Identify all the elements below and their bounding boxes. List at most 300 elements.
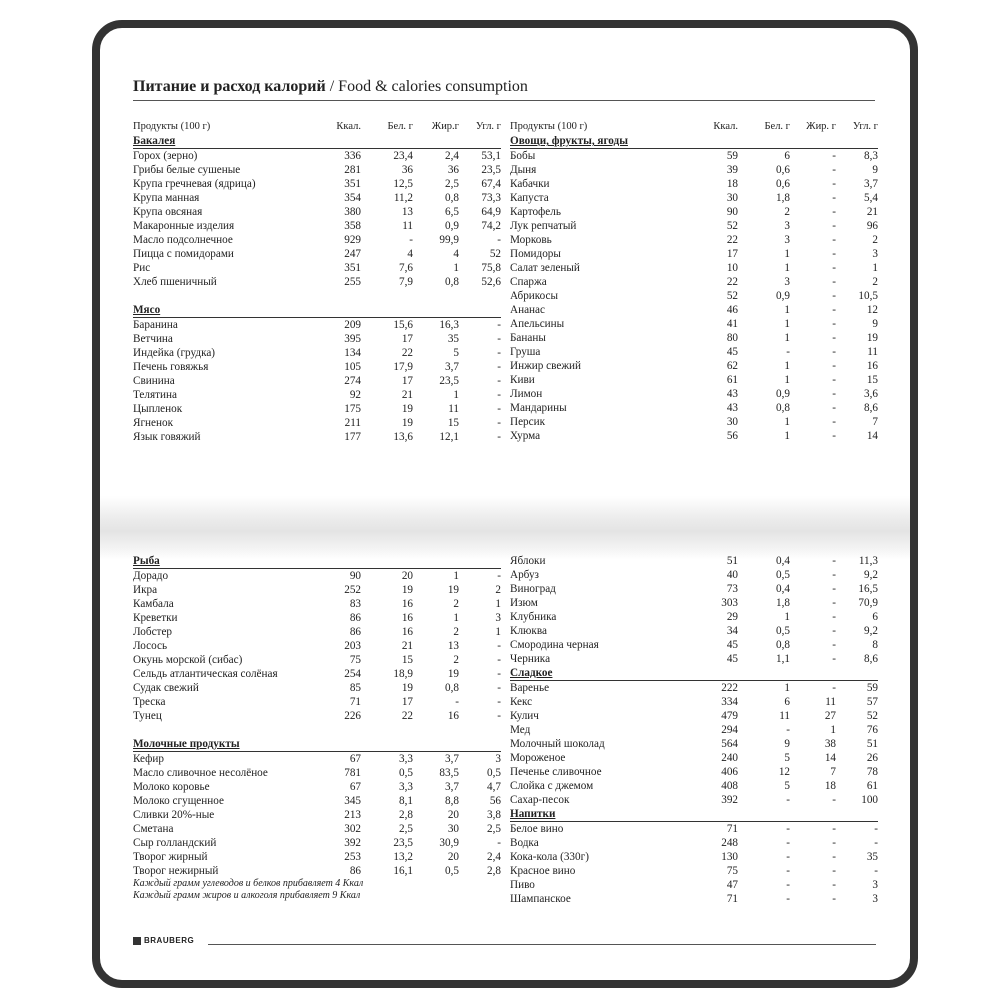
cell: 248 [721, 837, 738, 849]
cell: 34 [726, 625, 738, 637]
cell: Апельсины [510, 318, 565, 330]
cell: 12 [778, 766, 790, 778]
cell: - [497, 375, 501, 387]
cell: 1 [784, 360, 790, 372]
table-header [133, 120, 501, 134]
cell: 99,9 [439, 234, 459, 246]
cell: 0,5 [776, 569, 790, 581]
table-row [510, 261, 878, 275]
table-row [133, 163, 501, 177]
cell: Мороженое [510, 752, 566, 764]
cell: 90 [726, 206, 738, 218]
cell: 70,9 [858, 597, 878, 609]
cell: 1 [453, 612, 459, 624]
table-row [510, 793, 878, 807]
cell: 67,4 [481, 178, 501, 190]
cell: 51 [866, 738, 878, 750]
section-title: Мясо [133, 304, 161, 316]
cell: - [832, 569, 836, 581]
cell: 2 [872, 276, 878, 288]
cell: 16 [401, 612, 413, 624]
cell: 22 [726, 234, 738, 246]
cell: 22 [401, 710, 413, 722]
cell: 52 [726, 220, 738, 232]
cell: Кулич [510, 710, 539, 722]
note-line: Каждый грамм углеводов и белков прибавляет 4 Ккал [133, 878, 364, 889]
cell: - [832, 150, 836, 162]
cell: - [497, 234, 501, 246]
cell: 78 [866, 766, 878, 778]
cell: 19 [401, 403, 413, 415]
table-row [133, 850, 501, 864]
cell: 3 [784, 234, 790, 246]
cell: 252 [344, 584, 361, 596]
cell: 7,6 [399, 262, 413, 274]
cell: 0,8 [445, 682, 459, 694]
header-cell: Продукты (100 г) [133, 121, 211, 132]
table-row [133, 681, 501, 695]
cell: 86 [349, 612, 361, 624]
table-row [510, 836, 878, 850]
cell: 30 [726, 416, 738, 428]
cell: 303 [721, 597, 738, 609]
cell: Ветчина [133, 333, 173, 345]
cell: 8 [872, 639, 878, 651]
table-row [510, 219, 878, 233]
cell: 226 [344, 710, 361, 722]
cell: 1 [784, 318, 790, 330]
table-row [133, 752, 501, 766]
cell: 39 [726, 164, 738, 176]
cell: - [832, 639, 836, 651]
cell: 345 [344, 795, 361, 807]
table-row [510, 289, 878, 303]
table-row [133, 346, 501, 360]
cell: 30 [726, 192, 738, 204]
cell: 1 [453, 570, 459, 582]
note-line: Каждый грамм жиров и алкоголя прибавляет 9 Ккал [133, 890, 361, 901]
table-row [133, 639, 501, 653]
table-row [133, 233, 501, 247]
cell: 0,5 [776, 625, 790, 637]
cell: 13 [447, 640, 459, 652]
footer-rule [208, 944, 876, 945]
table-row [133, 402, 501, 416]
right-top-column [510, 120, 878, 443]
cell: 15,6 [393, 319, 413, 331]
cell: - [832, 597, 836, 609]
title-rule [133, 100, 875, 101]
cell: 8,6 [864, 402, 878, 414]
cell: Капуста [510, 192, 549, 204]
cell: 13,2 [393, 851, 413, 863]
cell: 334 [721, 696, 738, 708]
cell: Кефир [133, 753, 164, 765]
cell: Сахар-песок [510, 794, 570, 806]
cell: 781 [344, 767, 361, 779]
cell: - [832, 318, 836, 330]
table-row [133, 780, 501, 794]
cell: 71 [349, 696, 361, 708]
cell: Тунец [133, 710, 162, 722]
cell: 19 [447, 668, 459, 680]
cell: 302 [344, 823, 361, 835]
brand-mark-icon [133, 937, 141, 945]
cell: Дорадо [133, 570, 169, 582]
cell: Мед [510, 724, 531, 736]
table-row [510, 401, 878, 415]
table-row [133, 709, 501, 723]
cell: 20 [447, 809, 459, 821]
cell: 14 [824, 752, 836, 764]
cell: 392 [344, 837, 361, 849]
cell: 0,6 [776, 164, 790, 176]
cell: - [786, 724, 790, 736]
cell: - [497, 696, 501, 708]
table-row [510, 737, 878, 751]
cell: 3,8 [487, 809, 501, 821]
cell: 73 [726, 583, 738, 595]
cell: 18 [824, 780, 836, 792]
cell: 23,5 [481, 164, 501, 176]
cell: Индейка (грудка) [133, 347, 216, 359]
cell: 6 [784, 696, 790, 708]
cell: Окунь морской (сибас) [133, 654, 243, 666]
cell: 0,6 [776, 178, 790, 190]
table-row [133, 318, 501, 332]
cell: 45 [726, 346, 738, 358]
cell: 1 [453, 262, 459, 274]
cell: Спаржа [510, 276, 547, 288]
table-row [510, 205, 878, 219]
cell: 6,5 [445, 206, 459, 218]
cell: 3 [872, 893, 878, 905]
cell: - [874, 865, 878, 877]
cell: - [832, 879, 836, 891]
table-row [133, 177, 501, 191]
cell: - [832, 402, 836, 414]
cell: 0,8 [776, 402, 790, 414]
cell: 75 [726, 865, 738, 877]
cell: Молочный шоколад [510, 738, 605, 750]
table-row [510, 779, 878, 793]
table-row [133, 219, 501, 233]
cell: 1 [495, 626, 501, 638]
cell: - [832, 276, 836, 288]
cell: 56 [489, 795, 501, 807]
cell: - [832, 304, 836, 316]
cell: Пицца с помидорами [133, 248, 234, 260]
cell: 52 [866, 710, 878, 722]
cell: - [497, 682, 501, 694]
brand-logo [133, 936, 194, 945]
cell: Картофель [510, 206, 561, 218]
cell: 8,1 [399, 795, 413, 807]
cell: 3 [872, 248, 878, 260]
cell: 354 [344, 192, 361, 204]
cell: - [497, 668, 501, 680]
cell: 11 [448, 403, 459, 415]
cell: 3 [495, 612, 501, 624]
cell: - [497, 361, 501, 373]
cell: 59 [726, 150, 738, 162]
table-row [510, 177, 878, 191]
cell: 80 [726, 332, 738, 344]
cell: 17,9 [393, 361, 413, 373]
cell: 17 [401, 696, 413, 708]
cell: 8,8 [445, 795, 459, 807]
table-row [510, 610, 878, 624]
cell: Хлеб пшеничный [133, 276, 217, 288]
cell: 36 [401, 164, 413, 176]
cell: 281 [344, 164, 361, 176]
cell: 4,7 [487, 781, 501, 793]
cell: Язык говяжий [133, 431, 201, 443]
cell: Молоко сгущенное [133, 795, 224, 807]
cell: 16 [401, 626, 413, 638]
cell: 406 [721, 766, 738, 778]
cell: 16 [401, 598, 413, 610]
cell: - [497, 347, 501, 359]
cell: - [455, 696, 459, 708]
cell: Свинина [133, 375, 175, 387]
cell: - [832, 178, 836, 190]
cell: 76 [866, 724, 878, 736]
table-row [133, 625, 501, 639]
cell: - [832, 611, 836, 623]
cell: Смородина черная [510, 639, 599, 651]
table-row [133, 864, 501, 878]
cell: 253 [344, 851, 361, 863]
cell: Клюква [510, 625, 547, 637]
cell: 16 [447, 710, 459, 722]
cell: Рис [133, 262, 151, 274]
table-row [133, 374, 501, 388]
cell: 0,9 [776, 290, 790, 302]
table-row [510, 429, 878, 443]
cell: 1 [784, 374, 790, 386]
section-gap [133, 723, 501, 737]
cell: 26 [866, 752, 878, 764]
cell: 3,7 [864, 178, 878, 190]
cell: - [786, 346, 790, 358]
cell: 1 [784, 332, 790, 344]
cell: Икра [133, 584, 158, 596]
table-row [510, 822, 878, 836]
cell: - [832, 653, 836, 665]
table-row [133, 822, 501, 836]
cell: Молоко коровье [133, 781, 210, 793]
cell: 2,5 [487, 823, 501, 835]
cell: 52 [489, 248, 501, 260]
cell: 2,5 [445, 178, 459, 190]
cell: 1 [784, 248, 790, 260]
table-row [510, 331, 878, 345]
cell: - [832, 430, 836, 442]
cell: 213 [344, 809, 361, 821]
table-row [133, 430, 501, 444]
cell: 2,8 [399, 809, 413, 821]
cell: 1 [830, 724, 836, 736]
cell: 19 [866, 332, 878, 344]
cell: 52,6 [481, 276, 501, 288]
cell: 2,5 [399, 823, 413, 835]
cell: 62 [726, 360, 738, 372]
cell: 247 [344, 248, 361, 260]
cell: Сливки 20%-ные [133, 809, 215, 821]
cell: 45 [726, 639, 738, 651]
cell: Кекс [510, 696, 533, 708]
cell: 67 [349, 753, 361, 765]
table-row [133, 261, 501, 275]
cell: 336 [344, 150, 361, 162]
table-row [510, 582, 878, 596]
cell: 19 [447, 584, 459, 596]
cell: 11,3 [858, 555, 878, 567]
cell: - [832, 583, 836, 595]
cell: 47 [726, 879, 738, 891]
cell: 255 [344, 276, 361, 288]
cell: 9 [872, 318, 878, 330]
cell: 5 [453, 347, 459, 359]
header-cell: Бел. г [387, 121, 413, 132]
table-row [510, 247, 878, 261]
cell: 0,4 [776, 583, 790, 595]
cell: 75 [349, 654, 361, 666]
table-row [510, 878, 878, 892]
cell: 0,5 [399, 767, 413, 779]
table-row [510, 233, 878, 247]
cell: 1 [872, 262, 878, 274]
cell: 4 [453, 248, 459, 260]
section-title: Бакалея [133, 135, 176, 147]
cell: - [497, 570, 501, 582]
table-row [510, 652, 878, 666]
cell: 274 [344, 375, 361, 387]
cell: 40 [726, 569, 738, 581]
cell: 12,5 [393, 178, 413, 190]
cell: 929 [344, 234, 361, 246]
cell: Слойка с джемом [510, 780, 594, 792]
table-row [133, 583, 501, 597]
cell: 75,8 [481, 262, 501, 274]
table-row [133, 569, 501, 583]
table-row [133, 388, 501, 402]
cell: Кока-кола (330г) [510, 851, 589, 863]
cell: 222 [721, 682, 738, 694]
cell: Макаронные изделия [133, 220, 235, 232]
cell: 479 [721, 710, 738, 722]
cell: 85 [349, 682, 361, 694]
table-row [133, 332, 501, 346]
cell: 74,2 [481, 220, 501, 232]
cell: Инжир свежий [510, 360, 582, 372]
cell: Груша [510, 346, 541, 358]
cell: 5,4 [864, 192, 878, 204]
cell: 3,7 [445, 781, 459, 793]
cell: 1 [784, 262, 790, 274]
cell: 59 [866, 682, 878, 694]
cell: 0,5 [445, 865, 459, 877]
section-title: Овощи, фрукты, ягоды [510, 135, 628, 147]
cell: 9 [872, 164, 878, 176]
cell: Черника [510, 653, 551, 665]
cell: 11 [825, 696, 836, 708]
left-top-column [133, 120, 501, 444]
table-row [133, 611, 501, 625]
cell: Персик [510, 416, 546, 428]
cell: - [832, 837, 836, 849]
cell: 35 [866, 851, 878, 863]
cell: 294 [721, 724, 738, 736]
cell: - [832, 164, 836, 176]
section-gap [133, 289, 501, 303]
table-row [133, 808, 501, 822]
cell: 0,4 [776, 555, 790, 567]
cell: - [786, 893, 790, 905]
cell: 14 [866, 430, 878, 442]
cell: - [832, 374, 836, 386]
cell: 61 [866, 780, 878, 792]
cell: 10,5 [858, 290, 878, 302]
table-row [133, 695, 501, 709]
cell: 11 [867, 346, 878, 358]
cell: 22 [726, 276, 738, 288]
cell: 21 [866, 206, 878, 218]
cell: - [832, 234, 836, 246]
cell: 90 [349, 570, 361, 582]
cell: 0,8 [776, 639, 790, 651]
cell: - [874, 823, 878, 835]
cell: Лосось [133, 640, 168, 652]
cell: - [786, 865, 790, 877]
cell: 13 [401, 206, 413, 218]
cell: - [497, 319, 501, 331]
cell: 43 [726, 388, 738, 400]
cell: 20 [401, 570, 413, 582]
cell: Лимон [510, 388, 543, 400]
page-fold [100, 496, 910, 560]
cell: Масло сливочное несолёное [133, 767, 268, 779]
cell: 3 [784, 276, 790, 288]
cell: 15 [866, 374, 878, 386]
cell: 51 [726, 555, 738, 567]
table-row [510, 892, 878, 906]
cell: Киви [510, 374, 535, 386]
cell: 2 [453, 654, 459, 666]
table-row [510, 709, 878, 723]
cell: - [409, 234, 413, 246]
cell: 358 [344, 220, 361, 232]
cell: Виноград [510, 583, 556, 595]
cell: Цыпленок [133, 403, 183, 415]
cell: 351 [344, 178, 361, 190]
cell: 2,4 [445, 150, 459, 162]
title-en: / Food & calories consumption [329, 78, 528, 95]
cell: 130 [721, 851, 738, 863]
cell: 7 [830, 766, 836, 778]
table-row [510, 765, 878, 779]
cell: 2 [453, 598, 459, 610]
table-row [510, 373, 878, 387]
table-row [133, 836, 501, 850]
table-header [510, 120, 878, 134]
cell: 21 [401, 389, 413, 401]
cell: 16,1 [393, 865, 413, 877]
page-title [133, 78, 528, 96]
cell: - [786, 851, 790, 863]
table-row [510, 723, 878, 737]
